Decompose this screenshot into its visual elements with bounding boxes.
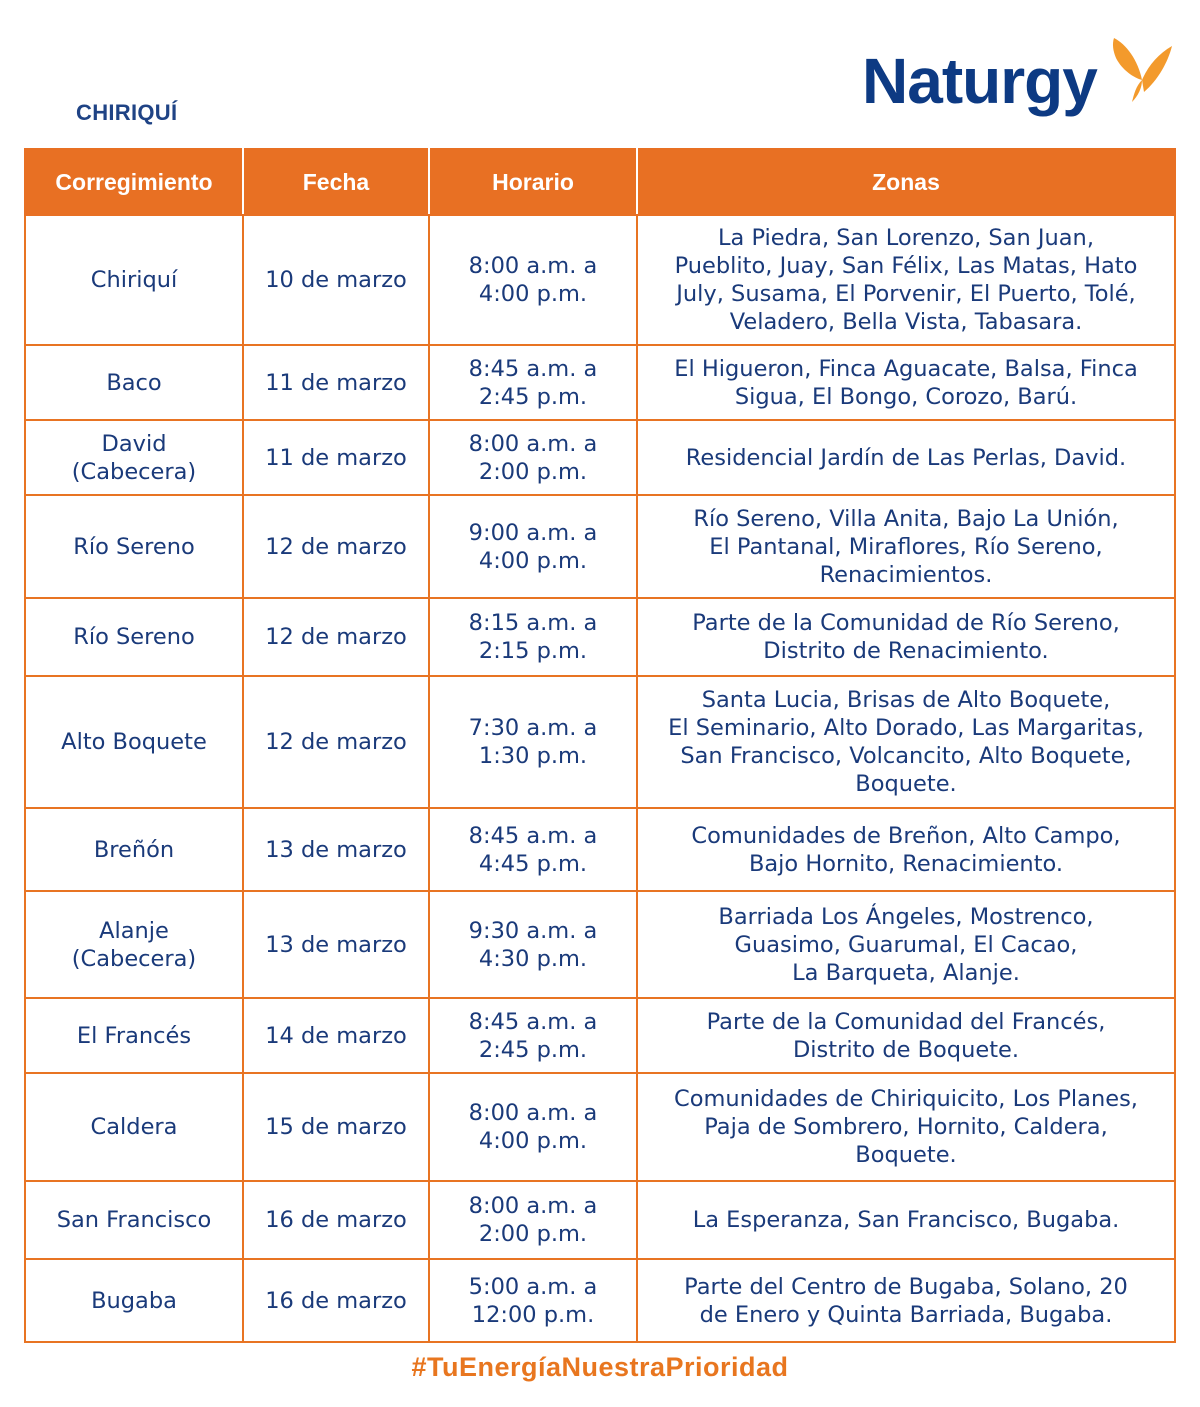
cell-zonas [637, 1181, 1175, 1259]
cell-fecha [243, 345, 429, 420]
cell-zonas-line: El Higueron, Finca Aguacate, Balsa, Finca [674, 355, 1138, 382]
cell-corregimiento [25, 1259, 243, 1342]
cell-horario-line: 8:00 a.m. a [468, 1100, 598, 1126]
region-title: CHIRIQUÍ [76, 100, 178, 125]
table-row [25, 420, 1175, 495]
cell-corregimiento-line: Caldera [90, 1114, 178, 1140]
cell-horario-line: 5:00 a.m. a [468, 1273, 598, 1300]
table-header-row [25, 149, 1175, 215]
cell-zonas-line: Residencial Jardín de Las Perlas, David. [685, 444, 1127, 471]
cell-horario-line: 4:30 p.m. [478, 945, 588, 972]
cell-horario [429, 598, 637, 676]
cell-fecha [243, 215, 429, 345]
cell-zonas-line: Renacimientos. [819, 561, 993, 588]
cell-corregimiento [25, 1073, 243, 1181]
cell-corregimiento-line: Alanje [99, 917, 169, 944]
cell-horario [429, 215, 637, 345]
cell-horario-line: 8:00 a.m. a [468, 1193, 598, 1219]
table-row [25, 676, 1175, 808]
cell-zonas [637, 1073, 1175, 1181]
cell-horario-line: 9:00 a.m. a [468, 519, 598, 546]
cell-corregimiento-line: Bugaba [91, 1287, 177, 1314]
cell-zonas [637, 676, 1175, 808]
cell-zonas-line: Boquete. [855, 1142, 957, 1168]
cell-corregimiento-line: Breñón [93, 836, 175, 863]
cell-fecha [243, 1073, 429, 1181]
cell-horario [429, 808, 637, 891]
cell-zonas-line: Boquete. [855, 771, 957, 797]
cell-fecha-text: 15 de marzo [265, 1114, 407, 1140]
table-body [25, 215, 1175, 1342]
cell-corregimiento [25, 215, 243, 345]
cell-corregimiento-line: El Francés [76, 1022, 192, 1049]
cell-corregimiento [25, 598, 243, 676]
cell-horario-line: 2:00 p.m. [478, 458, 588, 485]
cell-zonas-line: La Piedra, San Lorenzo, San Juan, [718, 225, 1094, 251]
cell-horario-line: 8:45 a.m. a [468, 1008, 598, 1035]
table-row [25, 1181, 1175, 1259]
cell-zonas-line: de Enero y Quinta Barriada, Bugaba. [699, 1301, 1113, 1328]
cell-zonas-line: Comunidades de Breñon, Alto Campo, [691, 822, 1121, 849]
header-fecha: Fecha [243, 149, 429, 215]
cell-zonas [637, 345, 1175, 420]
cell-zonas-line: San Francisco, Volcancito, Alto Boquete, [680, 743, 1132, 769]
cell-zonas-line: La Barqueta, Alanje. [792, 959, 1020, 986]
cell-fecha-text: 11 de marzo [265, 369, 407, 396]
cell-horario-line: 8:00 a.m. a [468, 430, 598, 457]
cell-horario-line: 4:00 p.m. [478, 281, 588, 307]
cell-zonas-line: Parte de la Comunidad del Francés, [706, 1008, 1106, 1035]
cell-corregimiento-line: San Francisco [56, 1207, 212, 1233]
table-row [25, 215, 1175, 345]
cell-zonas [637, 1259, 1175, 1342]
cell-horario-line: 8:45 a.m. a [468, 355, 598, 382]
cell-zonas [637, 495, 1175, 598]
cell-zonas-line: Barriada Los Ángeles, Mostrenco, [718, 903, 1094, 930]
table-row [25, 998, 1175, 1073]
cell-fecha [243, 808, 429, 891]
cell-corregimiento [25, 1181, 243, 1259]
cell-horario [429, 676, 637, 808]
cell-horario [429, 1181, 637, 1259]
schedule-table [24, 148, 1176, 1343]
naturgy-logo [862, 36, 1182, 126]
cell-zonas-line: Parte del Centro de Bugaba, Solano, 20 [684, 1273, 1128, 1300]
cell-horario [429, 1259, 637, 1342]
cell-zonas-line: Sigua, El Bongo, Corozo, Barú. [734, 383, 1078, 410]
cell-fecha [243, 495, 429, 598]
cell-corregimiento-line: Chiriquí [90, 267, 178, 293]
cell-zonas-line: El Seminario, Alto Dorado, Las Margaritas, [668, 715, 1144, 741]
table-row [25, 891, 1175, 998]
cell-zonas-line: Distrito de Boquete. [792, 1036, 1020, 1063]
table-row [25, 495, 1175, 598]
cell-corregimiento [25, 891, 243, 998]
cell-zonas-line: Bajo Hornito, Renacimiento. [748, 850, 1064, 877]
cell-horario [429, 1073, 637, 1181]
cell-horario-line: 9:30 a.m. a [468, 917, 598, 944]
cell-zonas-line: Distrito de Renacimiento. [763, 638, 1049, 664]
cell-corregimiento-line: (Cabecera) [71, 458, 197, 485]
cell-zonas-line: Paja de Sombrero, Hornito, Caldera, [704, 1114, 1108, 1140]
cell-fecha [243, 598, 429, 676]
cell-fecha-text: 12 de marzo [265, 533, 407, 560]
cell-corregimiento [25, 808, 243, 891]
cell-zonas [637, 808, 1175, 891]
cell-zonas [637, 215, 1175, 345]
cell-fecha [243, 676, 429, 808]
cell-zonas [637, 598, 1175, 676]
cell-zonas [637, 891, 1175, 998]
cell-fecha [243, 998, 429, 1073]
cell-horario-line: 12:00 p.m. [471, 1301, 595, 1328]
header-zonas: Zonas [637, 149, 1175, 215]
cell-fecha-text: 12 de marzo [265, 624, 407, 650]
cell-zonas-line: El Pantanal, Miraflores, Río Sereno, [709, 533, 1103, 560]
cell-horario [429, 495, 637, 598]
cell-zonas-line: La Esperanza, San Francisco, Bugaba. [692, 1207, 1120, 1233]
table-row [25, 598, 1175, 676]
brand-name: Naturgy [862, 45, 1097, 117]
cell-fecha [243, 1181, 429, 1259]
cell-corregimiento [25, 998, 243, 1073]
cell-fecha [243, 891, 429, 998]
cell-horario [429, 998, 637, 1073]
cell-corregimiento [25, 676, 243, 808]
hashtag: #TuEnergíaNuestraPrioridad [411, 1352, 789, 1382]
cell-corregimiento [25, 345, 243, 420]
cell-fecha-text: 13 de marzo [265, 931, 407, 958]
cell-fecha-text: 11 de marzo [265, 444, 407, 471]
cell-corregimiento-line: Baco [106, 369, 162, 396]
cell-fecha-text: 14 de marzo [265, 1022, 407, 1049]
cell-zonas-line: Pueblito, Juay, San Félix, Las Matas, Hato [674, 253, 1138, 279]
cell-fecha-text: 16 de marzo [265, 1287, 407, 1314]
cell-zonas-line: Parte de la Comunidad de Río Sereno, [692, 610, 1120, 636]
cell-horario [429, 420, 637, 495]
cell-horario-line: 2:45 p.m. [478, 1036, 588, 1063]
cell-zonas [637, 998, 1175, 1073]
cell-corregimiento-line: Río Sereno [73, 624, 195, 650]
header-corregimiento: Corregimiento [25, 149, 243, 215]
cell-horario-line: 7:30 a.m. a [468, 715, 598, 741]
table-row [25, 808, 1175, 891]
cell-horario-line: 4:00 p.m. [478, 1128, 588, 1154]
cell-fecha-text: 13 de marzo [265, 836, 407, 863]
table-row [25, 1073, 1175, 1181]
cell-zonas-line: Veladero, Bella Vista, Tabasara. [729, 309, 1083, 335]
cell-fecha [243, 1259, 429, 1342]
cell-horario-line: 4:45 p.m. [478, 850, 588, 877]
cell-horario-line: 8:00 a.m. a [468, 253, 598, 279]
cell-zonas-line: July, Susama, El Porvenir, El Puerto, Tolé, [676, 281, 1136, 307]
cell-horario-line: 1:30 p.m. [478, 743, 588, 769]
cell-fecha-text: 10 de marzo [265, 267, 407, 293]
cell-zonas-line: Guasimo, Guarumal, El Cacao, [734, 931, 1078, 958]
cell-horario [429, 891, 637, 998]
cell-corregimiento-line: Río Sereno [73, 533, 195, 560]
cell-horario-line: 2:00 p.m. [478, 1221, 588, 1247]
cell-fecha [243, 420, 429, 495]
cell-fecha-text: 12 de marzo [265, 729, 407, 755]
cell-corregimiento-line: Alto Boquete [61, 729, 207, 755]
cell-horario-line: 8:45 a.m. a [468, 822, 598, 849]
table-row [25, 1259, 1175, 1342]
cell-corregimiento-line: David [101, 430, 167, 457]
header-horario: Horario [429, 149, 637, 215]
cell-corregimiento [25, 420, 243, 495]
cell-zonas-line: Comunidades de Chiriquicito, Los Planes, [674, 1086, 1138, 1112]
cell-corregimiento-line: (Cabecera) [71, 945, 197, 972]
cell-horario-line: 4:00 p.m. [478, 547, 588, 574]
cell-horario-line: 2:45 p.m. [478, 383, 588, 410]
table-row [25, 345, 1175, 420]
cell-horario [429, 345, 637, 420]
cell-horario-line: 8:15 a.m. a [468, 610, 598, 636]
cell-zonas [637, 420, 1175, 495]
cell-zonas-line: Río Sereno, Villa Anita, Bajo La Unión, [693, 505, 1119, 532]
cell-fecha-text: 16 de marzo [265, 1207, 407, 1233]
cell-corregimiento [25, 495, 243, 598]
butterfly-wing-icon [1108, 36, 1174, 106]
cell-zonas-line: Santa Lucia, Brisas de Alto Boquete, [701, 687, 1111, 713]
cell-horario-line: 2:15 p.m. [478, 638, 588, 664]
